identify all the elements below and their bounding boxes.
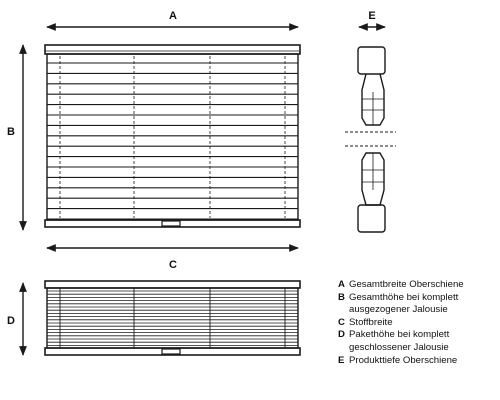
profile-bottom-rail (358, 205, 385, 232)
dimension-d-label: D (7, 315, 15, 327)
legend-key: B (338, 291, 345, 303)
legend-key: C (338, 316, 345, 328)
dimension-e-label: E (368, 10, 376, 22)
closed-head-rail (45, 281, 300, 288)
legend (338, 279, 498, 367)
side-profile-view (345, 47, 396, 232)
legend-item-b (338, 292, 498, 317)
blind-closed-front-view (45, 281, 300, 355)
legend-item-c (338, 317, 498, 330)
cord-lines-extended (60, 56, 285, 218)
fabric-panel (47, 54, 298, 220)
profile-head-rail (358, 47, 385, 74)
legend-text: Stoffbreite (349, 316, 393, 328)
legend-key: D (338, 329, 345, 341)
blind-extended-front-view (45, 45, 300, 227)
legend-item-e (338, 355, 498, 368)
pleat-lines-closed (47, 291, 298, 345)
legend-item-a (338, 279, 498, 292)
closed-bottom-handle (162, 349, 180, 354)
legend-text: Gesamtbreite Oberschiene (349, 279, 464, 290)
dimension-d (7, 283, 23, 355)
legend-text: Produkttiefe Oberschiene (349, 354, 458, 366)
legend-key: E (338, 354, 345, 366)
legend-key: A (338, 279, 345, 290)
dimension-a-label: A (169, 10, 177, 22)
dimension-e (359, 10, 385, 27)
legend-text: Gesamthöhe bei komplett ausgezogener Jalousie (349, 291, 459, 316)
legend-item-d (338, 329, 498, 354)
dimension-c (47, 248, 298, 271)
dimension-b-label: B (7, 126, 15, 138)
pleat-lines-extended (47, 63, 298, 219)
legend-text: Pakethöhe bei komplett geschlossener Jalousie (349, 329, 450, 353)
head-rail (45, 45, 300, 54)
dimension-c-label: C (169, 259, 177, 271)
bottom-handle (162, 221, 180, 226)
dimension-a (47, 10, 298, 27)
dimension-b (7, 45, 23, 230)
